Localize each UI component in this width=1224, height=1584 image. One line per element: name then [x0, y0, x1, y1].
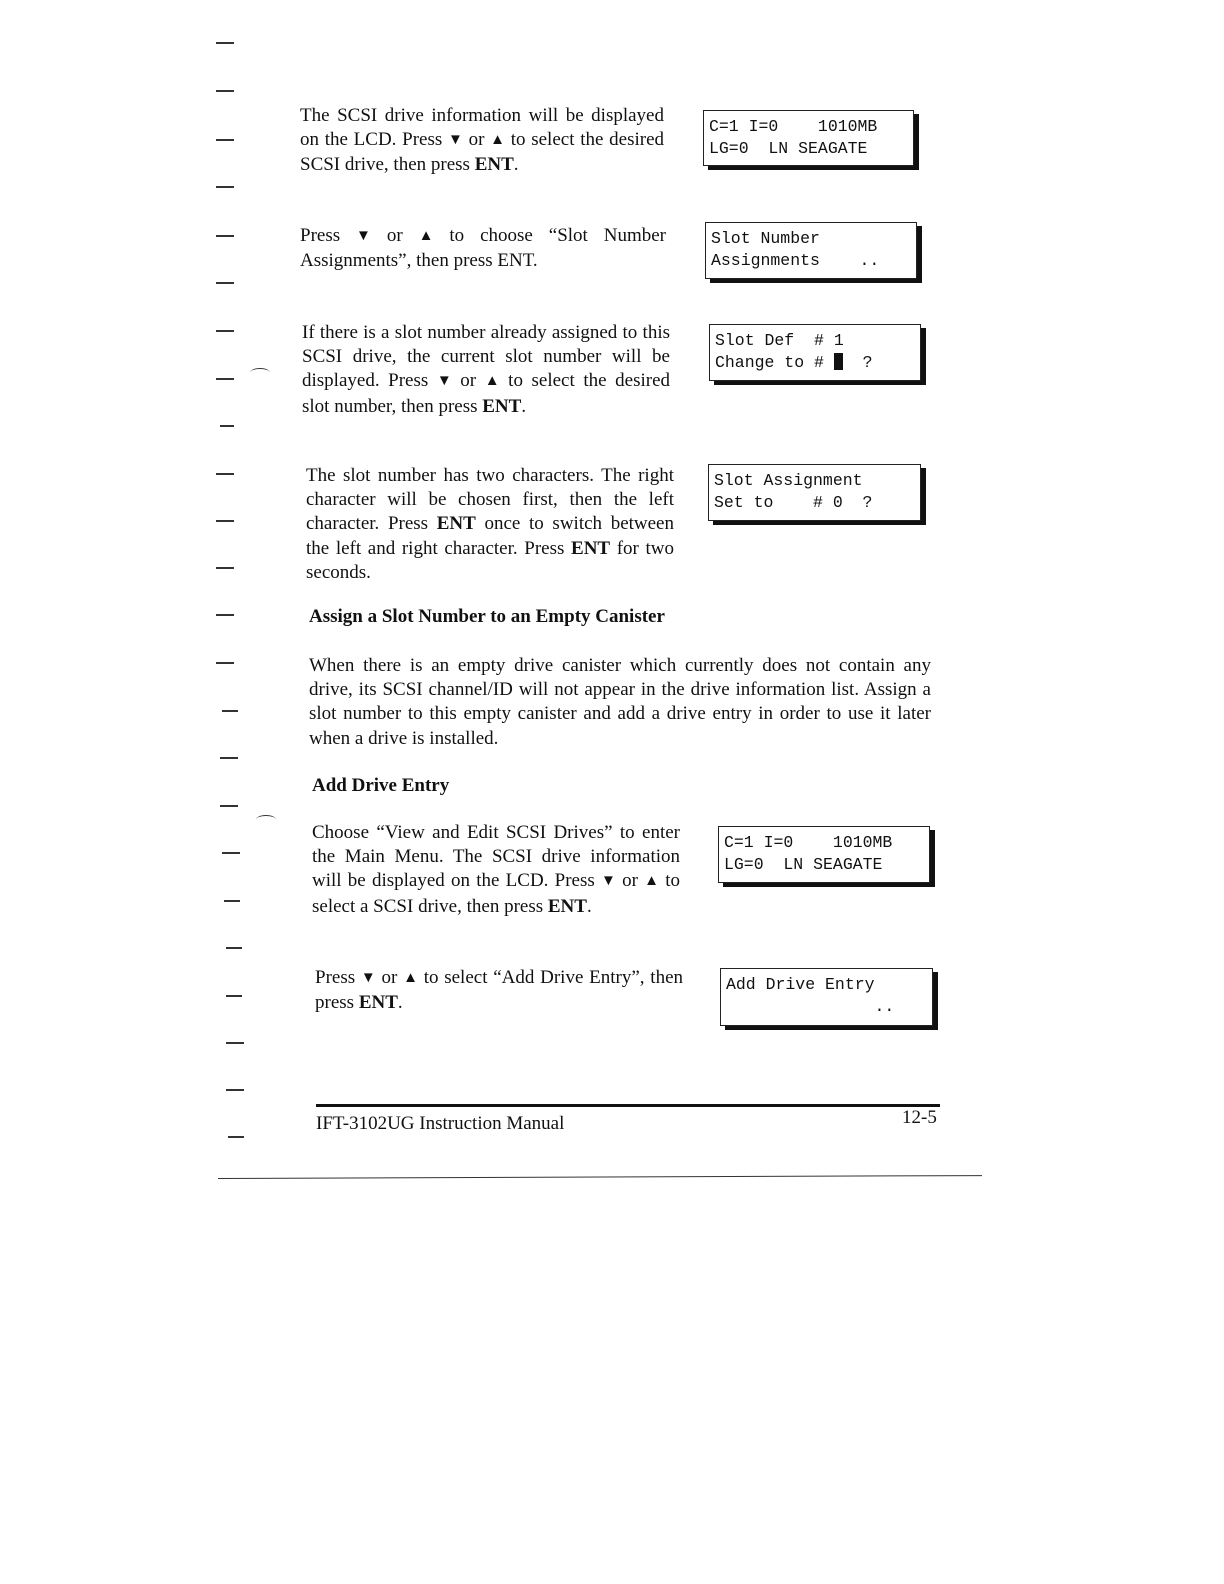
section-body-empty-canister: When there is an empty drive canister which currently does not contain any drive, its SCSI channel/ID will not appear in the drive information list. Assign a slot number to this empty canister and add a drive entry in order to use it later when a drive is installed. [309, 655, 931, 749]
margin-mark [226, 1089, 244, 1091]
margin-mark [216, 42, 234, 44]
margin-mark [216, 282, 234, 284]
margin-mark [224, 900, 240, 902]
margin-mark [216, 378, 234, 380]
up-arrow-icon: ▲ [490, 132, 505, 149]
down-arrow-icon: ▼ [447, 132, 463, 149]
instruction-two-characters: The slot number has two characters. The right character will be chosen first, then the left character. Press ENT once to switch between the left and right character. Press ENT for two seconds. [306, 465, 674, 583]
margin-mark [216, 186, 234, 188]
lcd-slot-def: Slot Def # 1 Change to # ? [709, 324, 921, 381]
margin-mark [216, 235, 234, 237]
margin-mark [216, 520, 234, 522]
instruction-slot-assignments: Press ▼ or ▲ to choose “Slot Number Assignments”, then press ENT. [300, 225, 667, 272]
up-arrow-icon: ▲ [484, 373, 500, 390]
margin-mark [216, 473, 234, 475]
instruction-view-edit-drives: Choose “View and Edit SCSI Drives” to enter the Main Menu. The SCSI drive information will be displayed on the LCD. Press ▼ or ▲ to select a SCSI drive, then press ENT. [312, 822, 681, 917]
instruction-slot-def: If there is a slot number already assigned to this SCSI drive, the current slot number will be displayed. Press ▼ or ▲ to select the desired slot number, then press ENT. [302, 322, 671, 417]
margin-mark [216, 90, 234, 92]
margin-mark [216, 567, 234, 569]
down-arrow-icon: ▼ [436, 373, 452, 390]
margin-mark [216, 139, 234, 141]
instruction-add-drive-entry: Press ▼ or ▲ to select “Add Drive Entry”, then press ENT. [315, 967, 683, 1014]
margin-mark [222, 710, 238, 712]
margin-mark [222, 852, 240, 854]
margin-mark [228, 1136, 244, 1138]
lcd-add-drive-entry: Add Drive Entry .. [720, 968, 933, 1026]
up-arrow-icon: ▲ [418, 228, 434, 244]
up-arrow-icon: ▲ [644, 873, 659, 890]
lcd-drive-info-2: C=1 I=0 1010MB LG=0 LN SEAGATE [718, 826, 930, 883]
down-arrow-icon: ▼ [356, 228, 371, 244]
up-arrow-icon: ▲ [403, 970, 418, 986]
margin-mark [250, 368, 270, 377]
lcd-cursor [834, 353, 843, 370]
margin-mark [226, 995, 242, 997]
section-heading-add-drive-entry: Add Drive Entry [312, 775, 450, 796]
down-arrow-icon: ▼ [600, 873, 616, 890]
margin-mark [220, 805, 238, 807]
instruction-select-drive: The SCSI drive information will be displayed on the LCD. Press ▼ or ▲ to select the desired SCSI drive, then press ENT. [300, 105, 664, 176]
page-bottom-rule [218, 1175, 982, 1179]
lcd-drive-info: C=1 I=0 1010MB LG=0 LN SEAGATE [703, 110, 914, 166]
margin-mark [220, 425, 234, 427]
footer-rule [316, 1104, 940, 1107]
section-heading-empty-canister: Assign a Slot Number to an Empty Canister [309, 606, 665, 627]
margin-mark [226, 1042, 244, 1044]
footer-page-number: 12-5 [902, 1107, 937, 1128]
margin-mark [220, 757, 238, 759]
margin-mark [216, 330, 234, 332]
margin-mark [216, 614, 234, 616]
down-arrow-icon: ▼ [360, 970, 376, 986]
margin-mark [226, 947, 242, 949]
footer-manual-title: IFT-3102UG Instruction Manual [316, 1113, 565, 1134]
lcd-slot-assignment: Slot Assignment Set to # 0 ? [708, 464, 921, 521]
lcd-slot-number: Slot Number Assignments .. [705, 222, 917, 279]
margin-mark [256, 815, 276, 824]
margin-mark [216, 662, 234, 664]
